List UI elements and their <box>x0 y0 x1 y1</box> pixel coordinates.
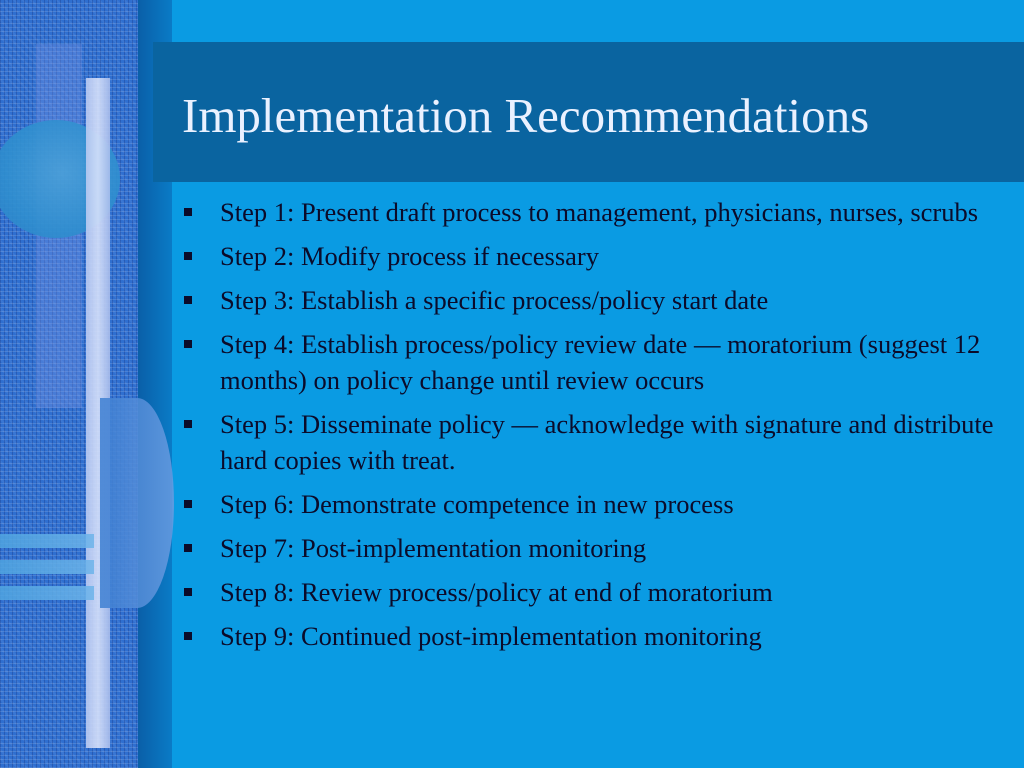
square-bullet-icon <box>184 252 192 260</box>
square-bullet-icon <box>184 544 192 552</box>
decorative-lines <box>0 534 94 612</box>
bullet-item <box>181 574 1011 610</box>
bullet-item <box>181 406 1011 478</box>
decorative-line <box>0 560 94 574</box>
bullet-item <box>181 326 1011 398</box>
square-bullet-icon <box>184 340 192 348</box>
bullet-item <box>181 530 1011 566</box>
decorative-line <box>0 534 94 548</box>
bullet-text: Step 6: Demonstrate competence in new process <box>220 489 734 519</box>
bullet-item <box>181 486 1011 522</box>
bullet-text: Step 9: Continued post-implementation monitoring <box>220 621 762 651</box>
bullet-text: Step 3: Establish a specific process/policy start date <box>220 285 769 315</box>
bullet-text: Step 7: Post-implementation monitoring <box>220 533 647 563</box>
square-bullet-icon <box>184 588 192 596</box>
square-bullet-icon <box>184 420 192 428</box>
square-bullet-icon <box>184 500 192 508</box>
bullet-item <box>181 194 1011 230</box>
square-bullet-icon <box>184 632 192 640</box>
decorative-half-oval <box>100 398 174 608</box>
slide-title: Implementation Recommendations <box>182 88 870 143</box>
bullet-item <box>181 618 1011 654</box>
bullet-list <box>181 194 1011 662</box>
bullet-text: Step 2: Modify process if necessary <box>220 241 600 271</box>
bullet-text: Step 5: Disseminate policy — acknowledge with signature and distribute hard copies with treat. <box>220 409 994 475</box>
square-bullet-icon <box>184 208 192 216</box>
bullet-text: Step 4: Establish process/policy review date — moratorium (suggest 12 months) on policy change until review occurs <box>220 329 981 395</box>
bullet-item <box>181 282 1011 318</box>
bullet-text: Step 8: Review process/policy at end of moratorium <box>220 577 773 607</box>
decorative-line <box>0 586 94 600</box>
square-bullet-icon <box>184 296 192 304</box>
bullet-text: Step 1: Present draft process to management, physicians, nurses, scrubs <box>220 197 979 227</box>
bullet-item <box>181 238 1011 274</box>
